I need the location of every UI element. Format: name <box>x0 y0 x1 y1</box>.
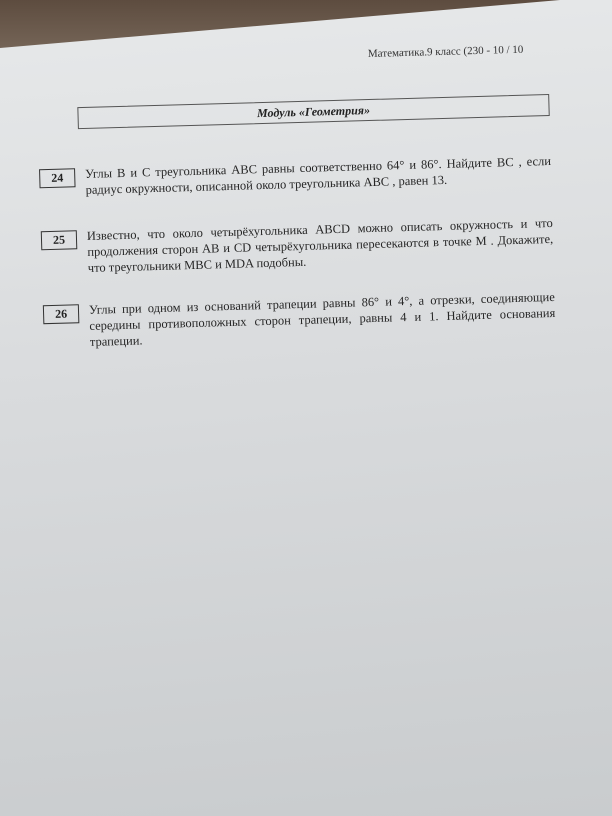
task-number: 24 <box>39 168 76 188</box>
module-title: Модуль «Геометрия» <box>77 94 549 129</box>
task-text: Известно, что около четырёхугольника ABCD можно описать окружность и что продолжения сторон AB и CD четырёхугольника пересекаются в точке M . Докажите, что треугольники MBC и MDA подобны. <box>86 215 554 275</box>
page-header-code: Математика.9 класс (230 - 10 / 10 <box>367 43 524 61</box>
task-24 <box>39 153 552 197</box>
task-25 <box>41 215 554 275</box>
task-26 <box>43 289 556 349</box>
task-number: 25 <box>41 230 78 250</box>
task-number: 26 <box>43 304 80 324</box>
task-text: Углы при одном из оснований трапеции равны 86° и 4°, а отрезки, соединяющие середины противоположных сторон трапеции, равны 4 и 1. Найдите основания трапеции. <box>88 289 556 349</box>
task-text: Углы B и C треугольника ABC равны соответственно 64° и 86°. Найдите BC , если радиус окружности, описанной около треугольника ABC , равен 13. <box>84 153 552 197</box>
